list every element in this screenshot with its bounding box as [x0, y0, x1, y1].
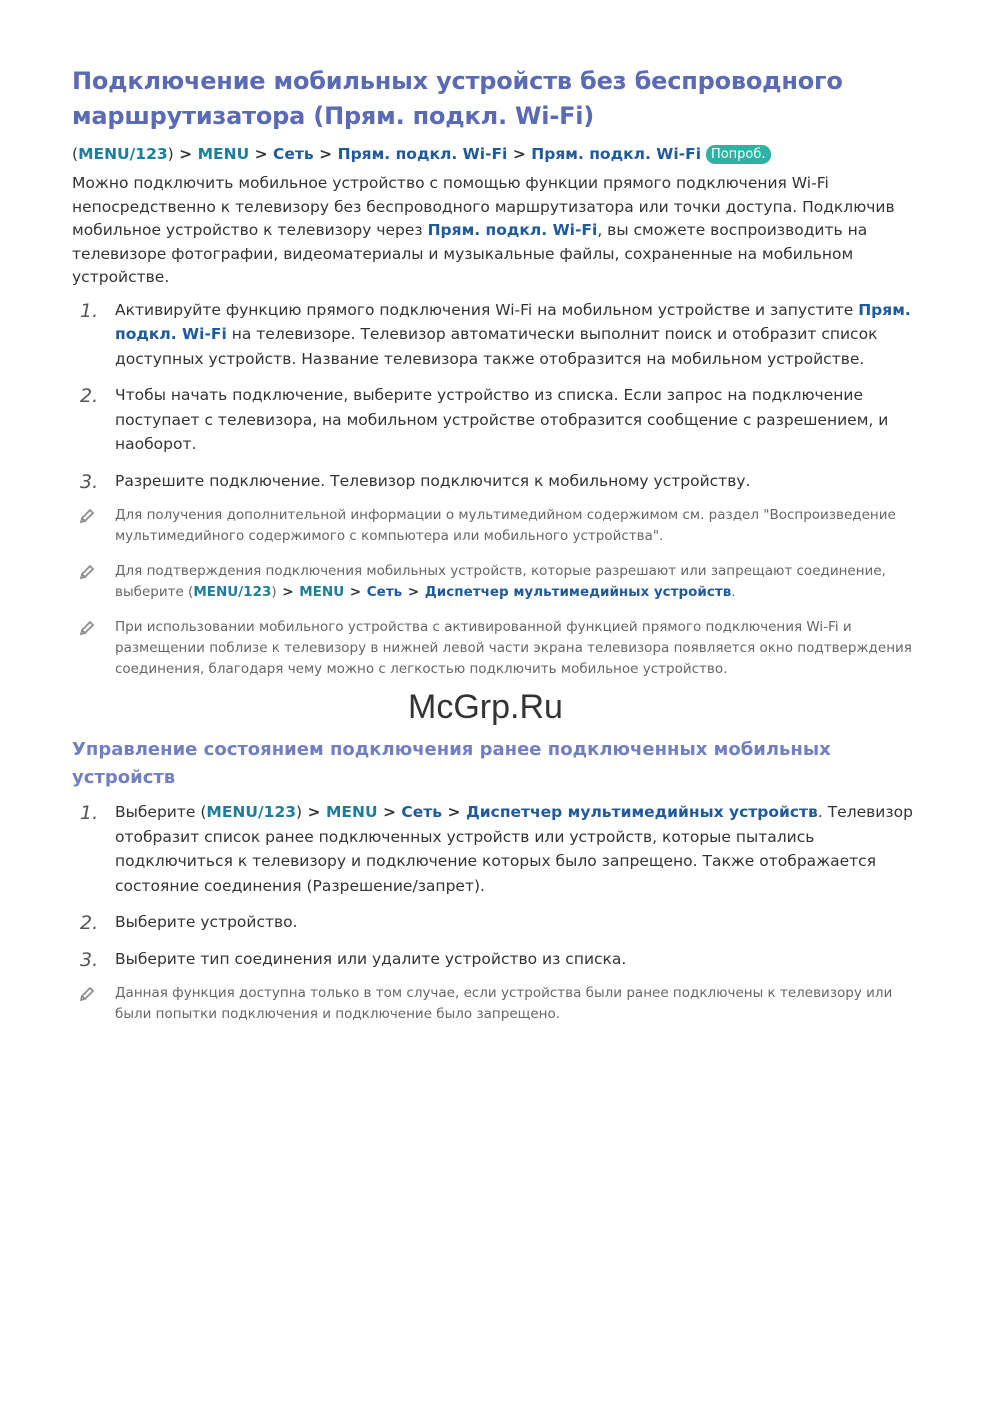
note-end: . [731, 584, 736, 600]
step-text: на телевизоре. Телевизор автоматически выполнит поиск и отобразит список доступных устройств. Название телевизора также отобразится на мобильном устройстве. [115, 325, 878, 368]
list-item [72, 947, 930, 972]
page-content [72, 64, 930, 1039]
step-text: Выберите тип соединения или удалите устройство из списка. [115, 949, 627, 968]
path-network[interactable]: Сеть [273, 145, 314, 163]
path-menu[interactable]: MENU [197, 145, 250, 163]
path-menu123[interactable]: MENU/123 [78, 145, 168, 163]
section-title: Управление состоянием подключения ранее подключенных мобильных устройств [72, 739, 831, 788]
step-text: Разрешите подключение. Телевизор подключится к мобильному устройству. [115, 471, 751, 490]
note-close-paren: ) [271, 584, 277, 600]
chevron-right-icon: > [254, 145, 268, 163]
chevron-right-icon: > [307, 803, 321, 821]
note [72, 983, 930, 1025]
step-path-menu123[interactable]: MENU/123 [206, 803, 297, 821]
note-text: При использовании мобильного устройства с активированной функцией прямого подключения Wi-Fi и размещении поблизе к телевизору в нижней левой части экрана телевизора появляется окно подтверждения соединения, благодаря чему можно с легкостью подключить мобильное устройство. [115, 619, 912, 677]
note-path-network[interactable]: Сеть [366, 584, 403, 600]
list-item [72, 383, 930, 457]
step-link-wifi-direct[interactable]: Прям. подкл. Wi-Fi [115, 300, 911, 343]
step-number: 3. [80, 948, 99, 971]
list-item [72, 910, 930, 935]
path-wifi-direct-2[interactable]: Прям. подкл. Wi-Fi [531, 145, 702, 163]
step-text: Чтобы начать подключение, выберите устройство из списка. Если запрос на подключение поступает с телевизора, на мобильном устройстве отобразится сообщение с разрешением, и наоборот. [115, 386, 889, 453]
note-path-menu123[interactable]: MENU/123 [193, 584, 272, 600]
list-item [72, 469, 930, 494]
watermark: McGrp.Ru [408, 688, 563, 726]
step-close-paren: ) [296, 803, 303, 821]
note-path-menu[interactable]: MENU [299, 584, 345, 600]
step-text: . Телевизор отобразит список ранее подключенных устройств или устройств, которые пытались подключиться к телевизору и подключение которых было запрещено. Также отображается состояние соединения (Разрешение/запрет). [115, 803, 913, 895]
pencil-icon [78, 619, 96, 637]
note-path-device-manager[interactable]: Диспетчер мультимедийных устройств [424, 584, 732, 600]
path-close-paren: ) [167, 145, 174, 163]
try-now-button[interactable]: Попроб. [706, 145, 771, 164]
pencil-icon [78, 563, 96, 581]
chevron-right-icon: > [319, 145, 333, 163]
note-text: Для подтверждения подключения мобильных устройств, которые разрешают или запрещают соединение, выберите ( [115, 563, 886, 600]
chevron-right-icon: > [179, 145, 193, 163]
note-text: Данная функция доступна только в том случае, если устройства были ранее подключены к телевизору или были попытки подключения и подключение было запрещено. [115, 985, 893, 1022]
note [72, 561, 930, 603]
step-text: Выберите устройство. [115, 913, 298, 931]
note-text: Для получения дополнительной информации о мультимедийном содержимом см. раздел "Воспроизведение мультимедийного содержимого с компьютера или мобильного устройства". [115, 507, 896, 544]
steps-list-1 [72, 298, 930, 494]
step-number: 1. [80, 802, 99, 824]
path-wifi-direct[interactable]: Прям. подкл. Wi-Fi [337, 145, 508, 163]
pencil-icon [78, 985, 96, 1003]
list-item [72, 298, 930, 372]
step-path-device-manager[interactable]: Диспетчер мультимедийных устройств [465, 803, 818, 821]
step-number: 2. [80, 912, 99, 934]
note [72, 617, 930, 680]
step-number: 2. [80, 385, 99, 407]
chevron-right-icon: > [282, 584, 294, 600]
list-item [72, 800, 930, 898]
intro-paragraph [72, 172, 930, 290]
step-number: 3. [80, 470, 99, 493]
chevron-right-icon: > [349, 584, 362, 600]
step-path-network[interactable]: Сеть [401, 803, 443, 821]
intro-text-1: Можно подключить мобильное устройство с помощью функции прямого подключения Wi-Fi непосредственно к телевизору без беспроводного маршрутизатора или точки доступа. Подключив мобильное устройство к телевизору через [72, 174, 895, 239]
page-title: Подключение мобильных устройств без беспроводного маршрутизатора (Прям. подкл. Wi-Fi) [72, 67, 843, 130]
intro-text-2: , вы сможете воспроизводить на телевизоре фотографии, видеоматериалы и музыкальные файлы, сохраненные на мобильном устройстве. [72, 221, 868, 286]
chevron-right-icon: > [447, 803, 461, 821]
step-number: 1. [80, 299, 99, 322]
intro-link-wifi-direct[interactable]: Прям. подкл. Wi-Fi [427, 221, 598, 239]
menu-path [72, 142, 930, 166]
step-path-menu[interactable]: MENU [325, 803, 378, 821]
chevron-right-icon: > [512, 145, 526, 163]
chevron-right-icon: > [407, 584, 420, 600]
note [72, 505, 930, 547]
step-text: Выберите ( [115, 803, 207, 821]
steps-list-2 [72, 800, 930, 971]
path-open-paren: ( [72, 145, 79, 163]
chevron-right-icon: > [382, 803, 396, 821]
step-text: Активируйте функцию прямого подключения Wi-Fi на мобильном устройстве и запустите [115, 300, 859, 319]
pencil-icon [78, 507, 96, 525]
